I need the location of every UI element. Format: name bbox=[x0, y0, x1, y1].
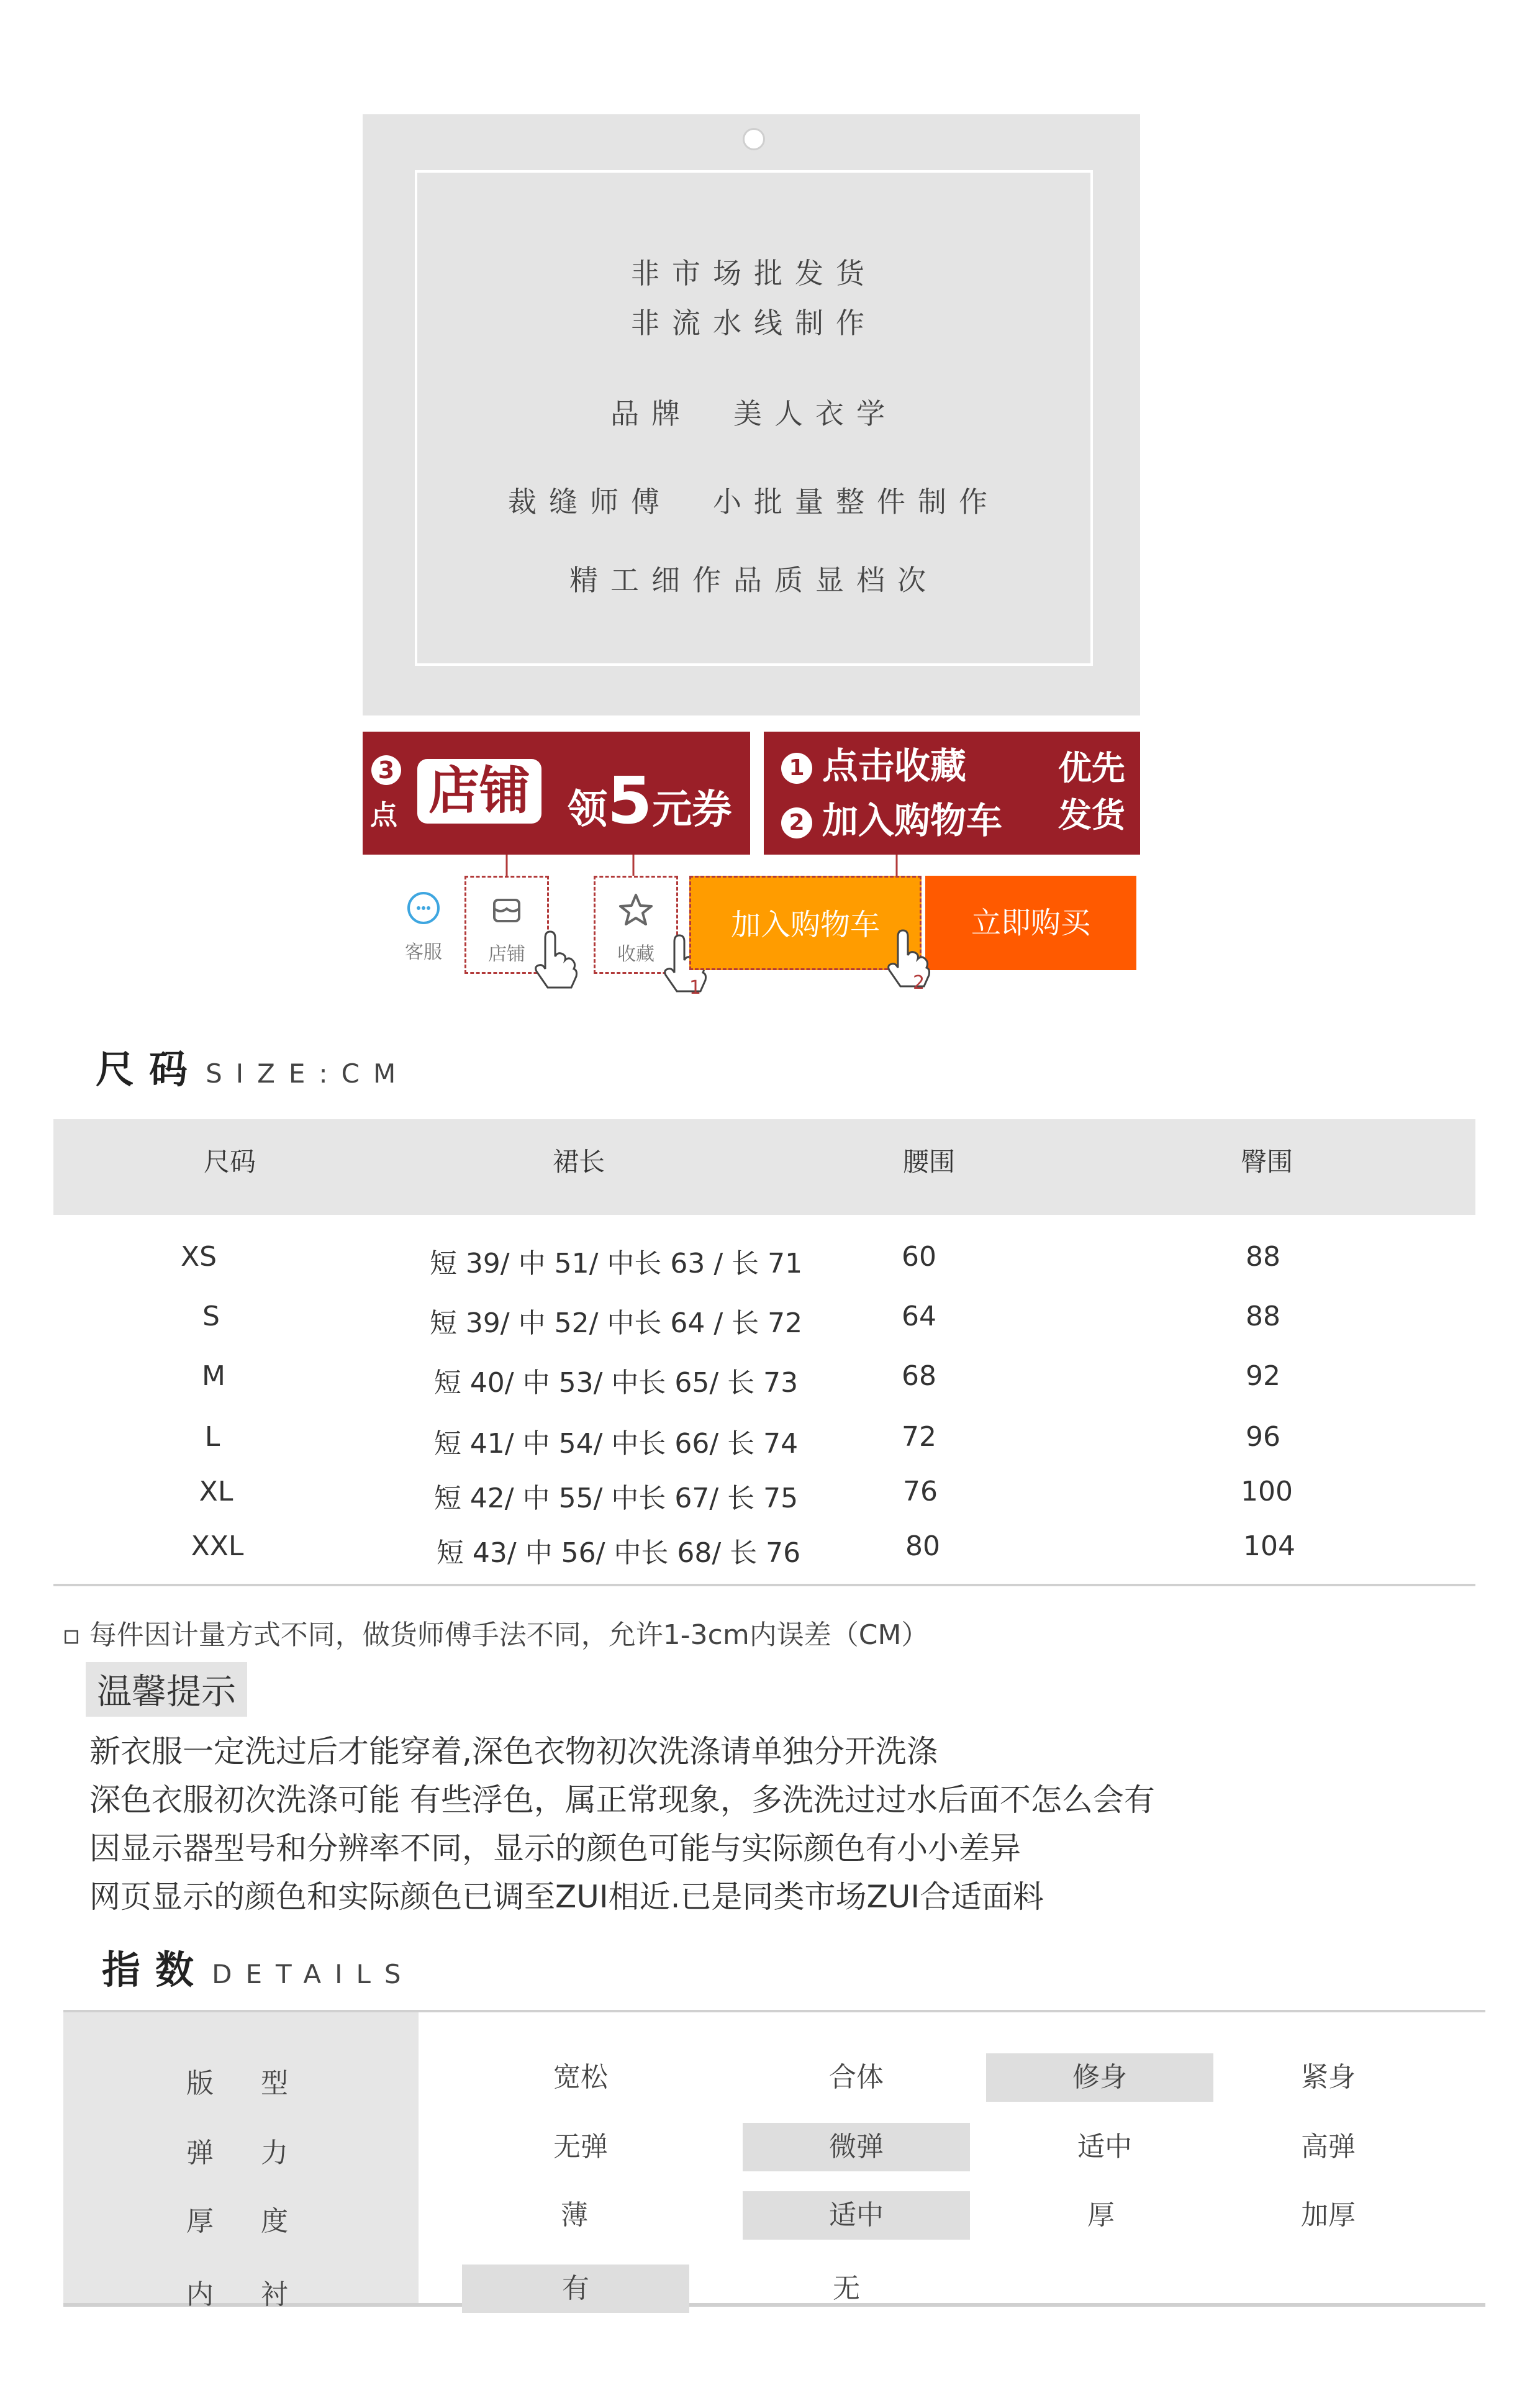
ship-label: 发货 bbox=[1058, 796, 1125, 835]
coupon-text bbox=[568, 763, 732, 838]
size-cell: XL bbox=[199, 1476, 233, 1507]
col-header-length: 裙长 bbox=[552, 1147, 605, 1177]
detail-option: 加厚 bbox=[1301, 2199, 1356, 2231]
tag-line-1: 非市场批发货 bbox=[631, 257, 877, 290]
size-cell: L bbox=[204, 1421, 220, 1453]
hip-cell: 100 bbox=[1241, 1476, 1293, 1507]
size-heading-cn: 尺码 bbox=[96, 1047, 203, 1092]
tip-line-4: 网页显示的颜色和实际颜色已调至ZUI相近.已是同类市场ZUI合适面料 bbox=[89, 1879, 1044, 1915]
chat-icon bbox=[405, 889, 442, 927]
hip-cell: 88 bbox=[1246, 1241, 1280, 1273]
customer-service-button[interactable] bbox=[381, 876, 466, 974]
detail-label: 厚度 bbox=[186, 2206, 335, 2237]
size-table-bottom-rule bbox=[53, 1584, 1475, 1586]
hand-pointer-icon-2 bbox=[881, 929, 934, 991]
detail-option-selected: 修身 bbox=[986, 2053, 1213, 2102]
waist-cell: 76 bbox=[903, 1476, 938, 1507]
length-cell: 短 42/ 中 55/ 中长 67/ 长 75 bbox=[433, 1483, 799, 1514]
length-cell: 短 39/ 中 51/ 中长 63 / 长 71 bbox=[429, 1248, 803, 1279]
length-cell: 短 43/ 中 56/ 中长 68/ 长 76 bbox=[436, 1537, 801, 1569]
size-cell: S bbox=[202, 1301, 220, 1332]
hand-step-1: 1 bbox=[689, 977, 702, 996]
detail-option: 宽松 bbox=[553, 2061, 608, 2093]
detail-option: 合体 bbox=[829, 2061, 884, 2093]
tag-hole bbox=[743, 128, 765, 150]
coupon-banner[interactable] bbox=[363, 732, 750, 855]
step-2 bbox=[781, 791, 1002, 843]
click-label: 点 bbox=[370, 799, 397, 831]
size-heading-en: SIZE:CM bbox=[206, 1058, 410, 1089]
hand-step-2: 2 bbox=[913, 972, 925, 991]
coupon-suffix: 元券 bbox=[652, 787, 732, 833]
detail-option: 高弹 bbox=[1301, 2131, 1356, 2163]
shop-icon bbox=[488, 891, 525, 929]
waist-cell: 64 bbox=[902, 1301, 936, 1332]
step-1 bbox=[781, 737, 966, 789]
tag-line-brand: 品牌 美人衣学 bbox=[610, 397, 897, 430]
step-2-text: 加入购物车 bbox=[822, 799, 1003, 842]
length-cell: 短 40/ 中 53/ 中长 65/ 长 73 bbox=[433, 1367, 799, 1399]
favorite-label: 收藏 bbox=[617, 943, 654, 965]
hip-cell: 104 bbox=[1243, 1530, 1295, 1562]
service-label: 客服 bbox=[405, 942, 442, 963]
size-heading bbox=[96, 1038, 409, 1094]
details-heading bbox=[102, 1939, 415, 1994]
buy-now-button[interactable]: 立即购买 bbox=[925, 876, 1136, 970]
size-cell: M bbox=[202, 1360, 225, 1392]
col-header-waist: 腰围 bbox=[902, 1147, 955, 1177]
add-to-cart-button[interactable]: 加入购物车 bbox=[689, 876, 922, 970]
step-1-text: 点击收藏 bbox=[822, 745, 967, 787]
tip-line-1: 新衣服一定洗过后才能穿着,深色衣物初次洗涤请单独分开洗涤 bbox=[89, 1733, 938, 1769]
star-icon bbox=[617, 891, 654, 929]
length-cell: 短 41/ 中 54/ 中长 66/ 长 74 bbox=[433, 1428, 799, 1460]
waist-cell: 80 bbox=[905, 1530, 940, 1562]
detail-option: 薄 bbox=[561, 2199, 588, 2231]
hip-cell: 92 bbox=[1246, 1360, 1280, 1392]
coupon-amount: 5 bbox=[607, 763, 653, 838]
tag-line-3: 裁缝师傅 小批量整件制作 bbox=[508, 485, 1000, 519]
shop-label: 店铺 bbox=[488, 943, 525, 965]
tag-line-2: 非流水线制作 bbox=[631, 306, 877, 340]
hand-pointer-icon bbox=[528, 930, 581, 993]
tag-line-4: 精工细作品质显档次 bbox=[569, 563, 938, 597]
coupon-prefix: 领 bbox=[568, 787, 607, 833]
detail-label: 弹力 bbox=[186, 2137, 335, 2169]
col-header-hip: 臀围 bbox=[1240, 1147, 1293, 1177]
detail-option-selected: 有 bbox=[462, 2265, 689, 2313]
step-number-1: 1 bbox=[781, 753, 812, 784]
shop-box: 店铺 bbox=[417, 759, 541, 824]
size-cell: XXL bbox=[191, 1530, 244, 1562]
length-cell: 短 39/ 中 52/ 中长 64 / 长 72 bbox=[429, 1307, 803, 1339]
detail-option: 厚 bbox=[1087, 2199, 1115, 2231]
detail-label: 内衬 bbox=[186, 2279, 335, 2310]
detail-option: 无弹 bbox=[553, 2131, 608, 2163]
detail-option: 紧身 bbox=[1301, 2061, 1356, 2093]
waist-cell: 68 bbox=[902, 1360, 936, 1392]
step-number-3: 3 bbox=[371, 755, 401, 785]
steps-banner bbox=[764, 732, 1140, 855]
tip-line-2: 深色衣服初次洗涤可能 有些浮色，属正常现象，多洗洗过过水后面不怎么会有 bbox=[89, 1782, 1155, 1818]
detail-option: 适中 bbox=[1077, 2131, 1132, 2163]
size-cell: XS bbox=[180, 1241, 217, 1273]
waist-cell: 72 bbox=[902, 1421, 936, 1453]
step-number-2: 2 bbox=[781, 807, 812, 838]
priority-label: 优先 bbox=[1058, 748, 1125, 788]
details-heading-en: DETAILS bbox=[212, 1959, 415, 1989]
tips-title: 温馨提示 bbox=[86, 1662, 247, 1717]
tip-line-3: 因显示器型号和分辨率不同，显示的颜色可能与实际颜色有小小差异 bbox=[89, 1830, 1021, 1866]
detail-option: 无 bbox=[833, 2273, 860, 2304]
detail-option-selected: 微弹 bbox=[743, 2123, 970, 2171]
col-header-size: 尺码 bbox=[203, 1147, 256, 1177]
measurement-note: ▫ 每件因计量方式不同，做货师傅手法不同，允许1-3cm内误差（CM） bbox=[62, 1619, 929, 1651]
hip-cell: 88 bbox=[1246, 1301, 1280, 1332]
detail-label: 版型 bbox=[186, 2068, 335, 2099]
details-heading-cn: 指数 bbox=[102, 1947, 209, 1992]
detail-option-selected: 适中 bbox=[743, 2191, 970, 2240]
waist-cell: 60 bbox=[902, 1241, 936, 1273]
hip-cell: 96 bbox=[1246, 1421, 1280, 1453]
